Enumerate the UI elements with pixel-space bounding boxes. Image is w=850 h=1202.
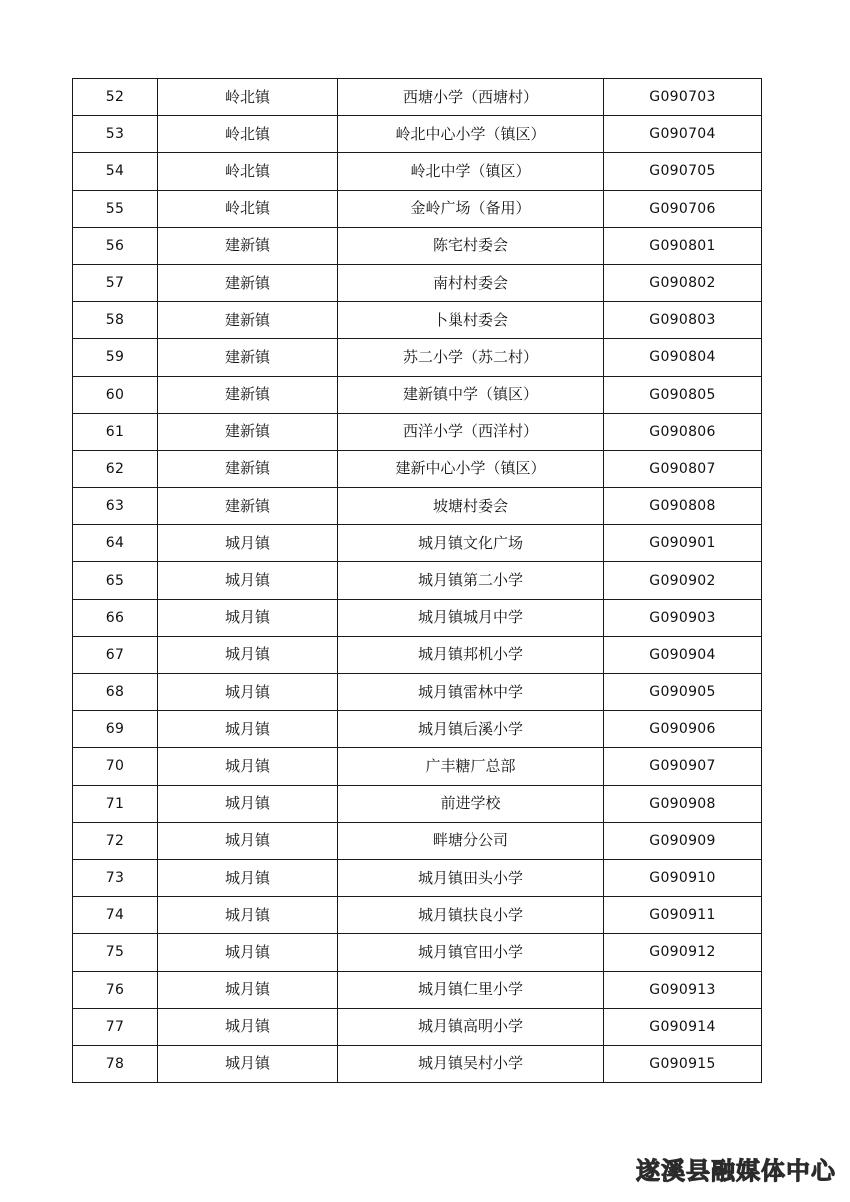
row-number-cell: 61 <box>73 413 158 450</box>
site-code-cell: G090907 <box>604 748 762 785</box>
row-number-cell: 56 <box>73 227 158 264</box>
town-cell: 岭北镇 <box>158 153 338 190</box>
row-number-cell: 62 <box>73 450 158 487</box>
town-cell: 城月镇 <box>158 934 338 971</box>
row-number-cell: 64 <box>73 525 158 562</box>
town-cell: 城月镇 <box>158 636 338 673</box>
site-code-cell: G090901 <box>604 525 762 562</box>
site-name-cell: 南村村委会 <box>338 264 604 301</box>
table-row <box>73 859 762 896</box>
site-code-cell: G090912 <box>604 934 762 971</box>
table-row <box>73 1045 762 1082</box>
site-code-cell: G090906 <box>604 711 762 748</box>
table-row <box>73 711 762 748</box>
row-number-cell: 65 <box>73 562 158 599</box>
town-cell: 建新镇 <box>158 264 338 301</box>
site-code-cell: G090808 <box>604 488 762 525</box>
town-cell: 建新镇 <box>158 450 338 487</box>
site-name-cell: 城月镇城月中学 <box>338 599 604 636</box>
table-row <box>73 339 762 376</box>
site-code-cell: G090903 <box>604 599 762 636</box>
town-cell: 建新镇 <box>158 488 338 525</box>
town-cell: 城月镇 <box>158 674 338 711</box>
town-cell: 城月镇 <box>158 711 338 748</box>
row-number-cell: 54 <box>73 153 158 190</box>
site-code-cell: G090704 <box>604 116 762 153</box>
row-number-cell: 74 <box>73 897 158 934</box>
town-cell: 城月镇 <box>158 1045 338 1082</box>
town-cell: 建新镇 <box>158 339 338 376</box>
town-cell: 建新镇 <box>158 413 338 450</box>
site-code-cell: G090706 <box>604 190 762 227</box>
site-name-cell: 城月镇官田小学 <box>338 934 604 971</box>
site-name-cell: 西塘小学（西塘村） <box>338 79 604 116</box>
town-cell: 岭北镇 <box>158 116 338 153</box>
town-cell: 城月镇 <box>158 897 338 934</box>
site-code-cell: G090909 <box>604 822 762 859</box>
row-number-cell: 53 <box>73 116 158 153</box>
watermark-logo-text: 遂溪县融媒体中心 <box>636 1157 836 1185</box>
row-number-cell: 68 <box>73 674 158 711</box>
site-name-cell: 陈宅村委会 <box>338 227 604 264</box>
town-cell: 城月镇 <box>158 748 338 785</box>
town-cell: 建新镇 <box>158 227 338 264</box>
site-code-cell: G090801 <box>604 227 762 264</box>
row-number-cell: 73 <box>73 859 158 896</box>
row-number-cell: 70 <box>73 748 158 785</box>
town-cell: 城月镇 <box>158 971 338 1008</box>
site-code-cell: G090803 <box>604 302 762 339</box>
site-name-cell: 城月镇文化广场 <box>338 525 604 562</box>
site-table-body <box>73 79 762 1083</box>
town-cell: 城月镇 <box>158 785 338 822</box>
table-row <box>73 822 762 859</box>
site-name-cell: 西洋小学（西洋村） <box>338 413 604 450</box>
site-code-cell: G090902 <box>604 562 762 599</box>
row-number-cell: 72 <box>73 822 158 859</box>
table-row <box>73 264 762 301</box>
site-name-cell: 前进学校 <box>338 785 604 822</box>
site-code-cell: G090802 <box>604 264 762 301</box>
site-code-cell: G090910 <box>604 859 762 896</box>
table-row <box>73 450 762 487</box>
row-number-cell: 57 <box>73 264 158 301</box>
row-number-cell: 63 <box>73 488 158 525</box>
table-row <box>73 302 762 339</box>
table-row <box>73 674 762 711</box>
site-code-cell: G090804 <box>604 339 762 376</box>
table-row <box>73 897 762 934</box>
table-row <box>73 525 762 562</box>
town-cell: 岭北镇 <box>158 79 338 116</box>
table-row <box>73 748 762 785</box>
row-number-cell: 76 <box>73 971 158 1008</box>
table-row <box>73 153 762 190</box>
town-cell: 建新镇 <box>158 302 338 339</box>
site-name-cell: 建新中心小学（镇区） <box>338 450 604 487</box>
row-number-cell: 55 <box>73 190 158 227</box>
town-cell: 城月镇 <box>158 599 338 636</box>
site-name-cell: 广丰糖厂总部 <box>338 748 604 785</box>
row-number-cell: 77 <box>73 1008 158 1045</box>
site-name-cell: 金岭广场（备用） <box>338 190 604 227</box>
table-row <box>73 376 762 413</box>
site-name-cell: 城月镇雷林中学 <box>338 674 604 711</box>
site-name-cell: 岭北中心小学（镇区） <box>338 116 604 153</box>
site-table <box>72 78 762 1083</box>
town-cell: 岭北镇 <box>158 190 338 227</box>
town-cell: 城月镇 <box>158 859 338 896</box>
table-row <box>73 488 762 525</box>
row-number-cell: 69 <box>73 711 158 748</box>
table-row <box>73 785 762 822</box>
row-number-cell: 52 <box>73 79 158 116</box>
row-number-cell: 67 <box>73 636 158 673</box>
site-name-cell: 城月镇后溪小学 <box>338 711 604 748</box>
site-code-cell: G090805 <box>604 376 762 413</box>
row-number-cell: 71 <box>73 785 158 822</box>
town-cell: 城月镇 <box>158 1008 338 1045</box>
site-code-cell: G090913 <box>604 971 762 1008</box>
site-name-cell: 城月镇扶良小学 <box>338 897 604 934</box>
town-cell: 建新镇 <box>158 376 338 413</box>
table-row <box>73 227 762 264</box>
table-row <box>73 413 762 450</box>
site-name-cell: 建新镇中学（镇区） <box>338 376 604 413</box>
site-code-cell: G090915 <box>604 1045 762 1082</box>
site-name-cell: 城月镇第二小学 <box>338 562 604 599</box>
table-row <box>73 79 762 116</box>
table-row <box>73 1008 762 1045</box>
site-name-cell: 城月镇田头小学 <box>338 859 604 896</box>
site-name-cell: 卜巢村委会 <box>338 302 604 339</box>
site-code-cell: G090703 <box>604 79 762 116</box>
site-code-cell: G090911 <box>604 897 762 934</box>
site-code-cell: G090904 <box>604 636 762 673</box>
row-number-cell: 60 <box>73 376 158 413</box>
site-name-cell: 城月镇高明小学 <box>338 1008 604 1045</box>
row-number-cell: 75 <box>73 934 158 971</box>
town-cell: 城月镇 <box>158 822 338 859</box>
site-name-cell: 畔塘分公司 <box>338 822 604 859</box>
row-number-cell: 78 <box>73 1045 158 1082</box>
town-cell: 城月镇 <box>158 562 338 599</box>
table-row <box>73 562 762 599</box>
site-name-cell: 城月镇邦机小学 <box>338 636 604 673</box>
table-row <box>73 599 762 636</box>
site-name-cell: 城月镇吴村小学 <box>338 1045 604 1082</box>
site-code-cell: G090905 <box>604 674 762 711</box>
site-code-cell: G090914 <box>604 1008 762 1045</box>
table-row <box>73 934 762 971</box>
site-code-cell: G090806 <box>604 413 762 450</box>
site-code-cell: G090705 <box>604 153 762 190</box>
site-name-cell: 坡塘村委会 <box>338 488 604 525</box>
table-row <box>73 971 762 1008</box>
table-row <box>73 190 762 227</box>
site-code-cell: G090807 <box>604 450 762 487</box>
table-row <box>73 636 762 673</box>
site-name-cell: 岭北中学（镇区） <box>338 153 604 190</box>
table-row <box>73 116 762 153</box>
row-number-cell: 58 <box>73 302 158 339</box>
site-code-cell: G090908 <box>604 785 762 822</box>
row-number-cell: 66 <box>73 599 158 636</box>
row-number-cell: 59 <box>73 339 158 376</box>
town-cell: 城月镇 <box>158 525 338 562</box>
site-name-cell: 城月镇仁里小学 <box>338 971 604 1008</box>
site-name-cell: 苏二小学（苏二村） <box>338 339 604 376</box>
